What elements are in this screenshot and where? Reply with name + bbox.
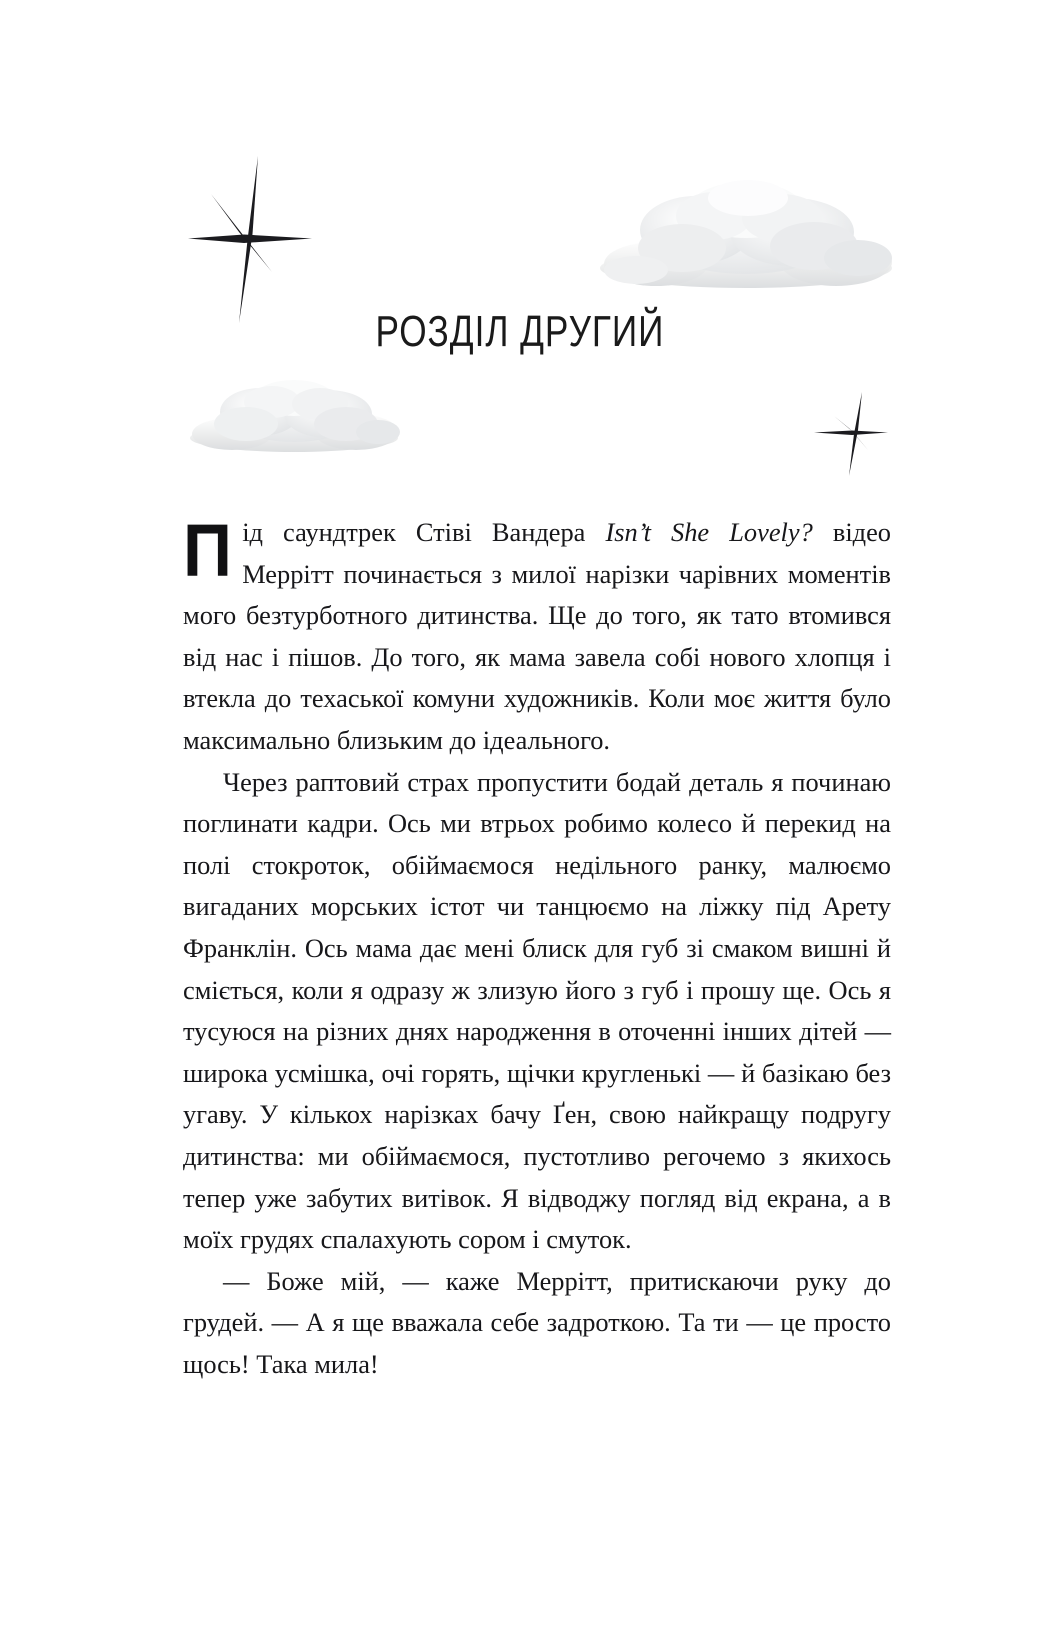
sparkle-star-small-icon — [812, 388, 890, 478]
paragraph-1 — [183, 509, 892, 762]
paragraph-2 — [183, 762, 891, 1261]
paragraph-2-run-1: Через раптовий страх пропустити бодай деталь я починаю поглинати кадри. Ось ми втрьох робимо колесо й перекид на полі стокроток, обіймаємося недільного ранку, малюємо вигаданих морських істот чи танцюємо на ліжку під Арету Франклін. Ось мама дає мені блиск для губ зі смаком вишні й сміється, коли я одразу ж злизую його з губ і прошу ще. Ось я тусуюся на різних днях народження в оточенні інших дітей — широка усмішка, очі горять, щічки кругленькі — й базікаю без угаву. У кількох нарізках бачу Ґен, свою найкращу подругу дитинства: ми обіймаємося, пустотливо регочемо з якихось тепер уже забутих витівок. Я відводжу погляд від екрана, а в моїх грудях спалахують сором і смуток. — [183, 766, 891, 1255]
chapter-title: РОЗДІЛ ДРУГИЙ — [375, 307, 665, 356]
song-title-italic: Isn’t She Lovely? — [605, 517, 813, 547]
cloud-decoration-mid-left — [188, 372, 400, 454]
sparkle-star-icon — [186, 152, 314, 327]
paragraph-3-dialogue — [183, 1261, 891, 1386]
paragraph-1-run-3: відео Меррітт починається з милої нарізки чарівних моментів мого безтурботного дитинства. Ще до того, як тато втомився від нас і пішов. До того, як мама завела собі нового хлопця і втекла до техаської комуни художників. Коли моє життя було максимально близьким до ідеального. — [183, 517, 892, 755]
paragraph-1-run-1: ід саундтрек Стіві Вандера — [242, 517, 606, 547]
chapter-body — [183, 509, 892, 1385]
paragraph-3-run-1: — Боже мій, — каже Меррітт, притискаючи руку до грудей. — А я ще вважала себе задроткою. Та ти — це просто щось! Така мила! — [183, 1265, 891, 1379]
drop-cap: П — [183, 509, 232, 592]
cloud-decoration-top-right — [596, 172, 896, 294]
